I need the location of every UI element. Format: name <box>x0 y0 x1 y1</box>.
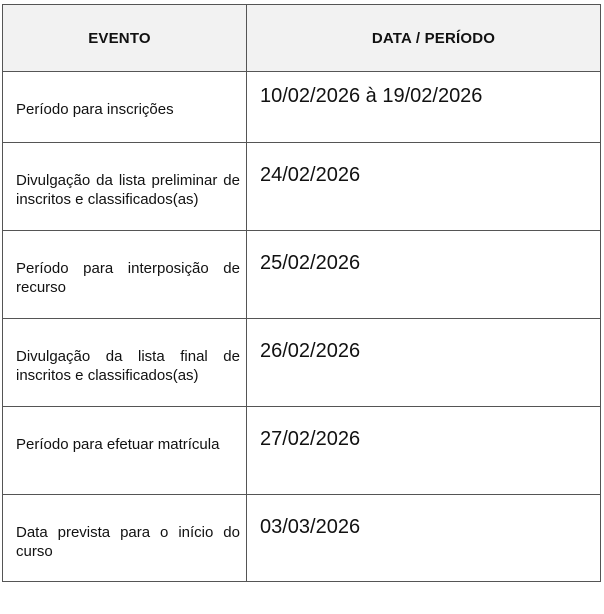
date-value: 10/02/2026 à 19/02/2026 <box>260 85 483 107</box>
date-cell <box>247 495 601 582</box>
date-value: 03/03/2026 <box>260 516 361 538</box>
table-row <box>3 72 601 143</box>
date-cell <box>247 407 601 495</box>
event-cell <box>3 407 247 495</box>
header-date: DATA / PERÍODO <box>247 5 601 72</box>
date-value: 25/02/2026 <box>260 252 361 274</box>
event-cell <box>3 319 247 407</box>
event-cell <box>3 72 247 143</box>
date-value: 24/02/2026 <box>260 164 361 186</box>
date-cell <box>247 72 601 143</box>
event-label: Período para efetuar matrícula <box>16 436 220 453</box>
table-row <box>3 143 601 231</box>
date-cell <box>247 231 601 319</box>
date-value: 27/02/2026 <box>260 428 361 450</box>
table-row <box>3 231 601 319</box>
date-cell <box>247 319 601 407</box>
table-header-row <box>3 5 601 72</box>
event-label: Período para interposição de recurso <box>16 260 240 296</box>
header-event: EVENTO <box>3 5 247 72</box>
event-label: Divulgação da lista final de inscritos e classificados(as) <box>16 348 240 384</box>
event-label: Divulgação da lista preliminar de inscritos e classificados(as) <box>16 172 240 208</box>
date-value: 26/02/2026 <box>260 340 361 362</box>
schedule-table <box>2 4 601 582</box>
table-row <box>3 407 601 495</box>
table-row <box>3 495 601 582</box>
event-cell <box>3 495 247 582</box>
table-row <box>3 319 601 407</box>
event-label: Período para inscrições <box>16 101 174 118</box>
date-cell <box>247 143 601 231</box>
event-cell <box>3 231 247 319</box>
event-cell <box>3 143 247 231</box>
event-label: Data prevista para o início do curso <box>16 524 240 560</box>
